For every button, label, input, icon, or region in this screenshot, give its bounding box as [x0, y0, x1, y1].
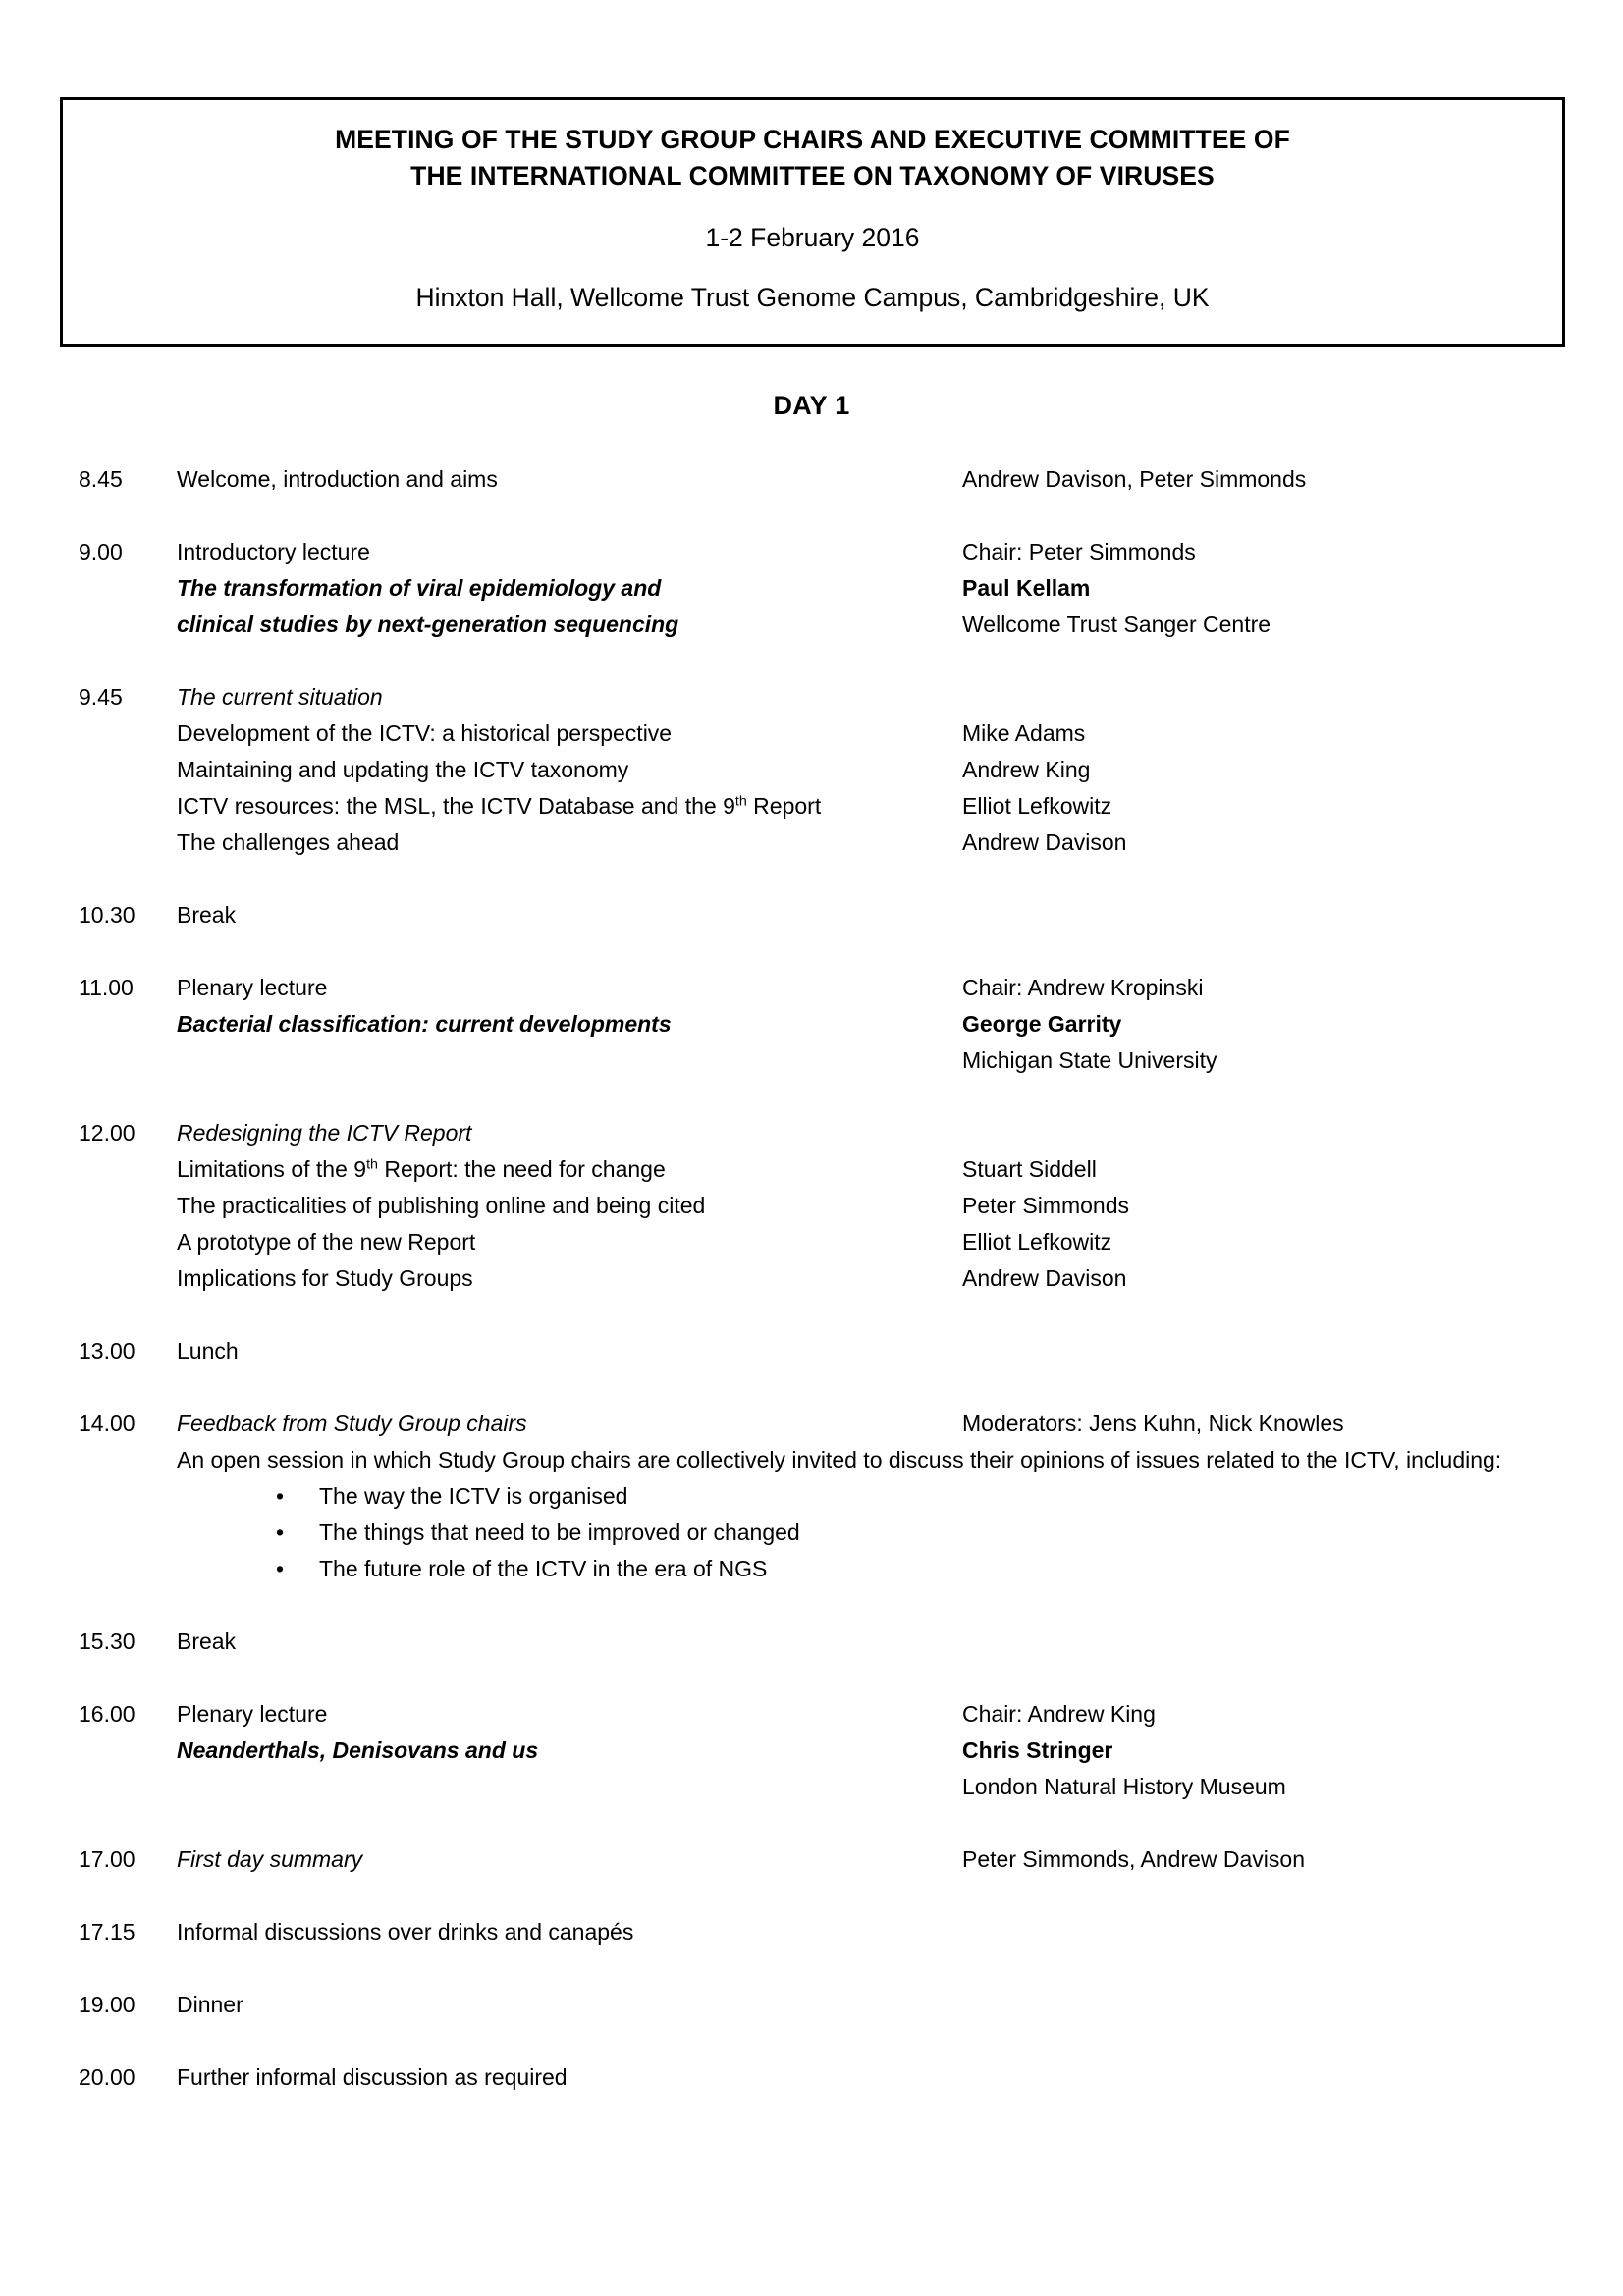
agenda-item-title: Plenary lecture [177, 975, 328, 1000]
agenda-time: 15.30 [79, 1629, 135, 1654]
bullet-text: The things that need to be improved or changed [319, 1520, 800, 1545]
bullet-dot-icon: • [276, 1556, 285, 1581]
agenda-item-speaker: Mike Adams [962, 721, 1086, 746]
agenda-item-speaker: Moderators: Jens Kuhn, Nick Knowles [962, 1411, 1344, 1436]
agenda-item-title: Development of the ICTV: a historical perspective [177, 721, 673, 746]
agenda-item-speaker: Elliot Lefkowitz [962, 793, 1112, 819]
agenda-row [0, 2059, 1623, 2096]
agenda-time: 9.45 [79, 684, 123, 710]
agenda-item-title: Neanderthals, Denisovans and us [177, 1737, 539, 1763]
agenda-item-speaker: Andrew Davison, Peter Simmonds [962, 466, 1307, 492]
agenda-row [0, 825, 1623, 861]
agenda-item-title: Break [177, 1629, 237, 1654]
bullet-dot-icon: • [276, 1483, 285, 1509]
agenda-bullet-list [0, 1478, 1623, 1587]
agenda-item-speaker: Paul Kellam [962, 575, 1091, 601]
agenda-item-speaker: Andrew Davison [962, 829, 1127, 855]
agenda-block [0, 2059, 1623, 2096]
agenda-row [0, 461, 1623, 498]
meeting-venue: Hinxton Hall, Wellcome Trust Genome Campus, Cambridgeshire, UK [415, 283, 1210, 312]
agenda-time: 12.00 [79, 1120, 135, 1146]
agenda-block [0, 1333, 1623, 1369]
agenda-item-speaker: Peter Simmonds [962, 1193, 1130, 1218]
agenda-time: 19.00 [79, 1992, 135, 2017]
agenda-item-title: Redesigning the ICTV Report [177, 1120, 472, 1146]
agenda-block [0, 1406, 1623, 1587]
agenda-row [0, 607, 1623, 643]
day-heading: DAY 1 [773, 391, 850, 420]
agenda-block [0, 897, 1623, 934]
bullet-text: The way the ICTV is organised [319, 1483, 628, 1509]
agenda-item-title: Welcome, introduction and aims [177, 466, 498, 492]
agenda-row [0, 1842, 1623, 1878]
agenda-item-title: clinical studies by next-generation sequencing [177, 612, 679, 637]
agenda-row [0, 1333, 1623, 1369]
agenda-item-speaker: London Natural History Museum [962, 1774, 1286, 1799]
agenda-time: 17.15 [79, 1919, 135, 1945]
agenda-item-speaker: Chair: Andrew King [962, 1701, 1156, 1727]
agenda-row [0, 1696, 1623, 1733]
agenda-item-title: Introductory lecture [177, 539, 370, 564]
agenda-block [0, 1987, 1623, 2023]
agenda-block [0, 970, 1623, 1079]
agenda-row [0, 1188, 1623, 1224]
agenda-item-title: ICTV resources: the MSL, the ICTV Database and the 9th Report [177, 793, 822, 819]
agenda-block [0, 461, 1623, 498]
agenda-row [0, 1406, 1623, 1442]
agenda-row [0, 1006, 1623, 1042]
agenda-row [0, 534, 1623, 570]
agenda-block [0, 1624, 1623, 1660]
agenda-row [0, 1733, 1623, 1769]
agenda-schedule [0, 461, 1623, 2096]
agenda-row [0, 788, 1623, 825]
agenda-block [0, 534, 1623, 643]
agenda-time: 10.30 [79, 902, 135, 928]
agenda-row [0, 1624, 1623, 1660]
bullet-text: The future role of the ICTV in the era of NGS [319, 1556, 768, 1581]
meeting-title-line-2: THE INTERNATIONAL COMMITTEE ON TAXONOMY OF VIRUSES [410, 161, 1215, 190]
agenda-time: 20.00 [79, 2064, 135, 2090]
bullet-dot-icon: • [276, 1520, 285, 1545]
agenda-item-speaker: Elliot Lefkowitz [962, 1229, 1112, 1255]
agenda-item-speaker: Stuart Siddell [962, 1156, 1097, 1182]
agenda-item-title: The practicalities of publishing online and being cited [177, 1193, 706, 1218]
agenda-time: 11.00 [79, 975, 134, 1000]
agenda-item-title: Plenary lecture [177, 1701, 328, 1727]
agenda-item-title: Lunch [177, 1338, 239, 1363]
agenda-bullet-item [0, 1478, 1623, 1515]
agenda-time: 17.00 [79, 1846, 135, 1872]
agenda-row [0, 897, 1623, 934]
agenda-row [0, 570, 1623, 607]
agenda-row [0, 752, 1623, 788]
agenda-time: 8.45 [79, 466, 123, 492]
agenda-item-title: Implications for Study Groups [177, 1265, 473, 1291]
ordinal-suffix: th [366, 1156, 378, 1173]
agenda-item-title: The current situation [177, 684, 383, 710]
agenda-item-title: First day summary [177, 1846, 363, 1872]
agenda-row [0, 1115, 1623, 1151]
agenda-item-title: Break [177, 902, 237, 928]
agenda-row [0, 1151, 1623, 1188]
meeting-date: 1-2 February 2016 [705, 223, 920, 252]
agenda-bullet-item [0, 1551, 1623, 1587]
agenda-item-speaker: Michigan State University [962, 1047, 1217, 1073]
meeting-title-line-1: MEETING OF THE STUDY GROUP CHAIRS AND EXECUTIVE COMMITTEE OF [335, 125, 1290, 154]
agenda-item-title: Limitations of the 9th Report: the need for change [177, 1156, 666, 1182]
agenda-item-title: Informal discussions over drinks and canapés [177, 1919, 634, 1945]
agenda-item-speaker: Chris Stringer [962, 1737, 1113, 1763]
agenda-time: 16.00 [79, 1701, 135, 1727]
agenda-item-speaker: Chair: Peter Simmonds [962, 539, 1196, 564]
agenda-item-title: Bacterial classification: current developments [177, 1011, 672, 1037]
agenda-row [0, 1914, 1623, 1950]
agenda-item-speaker: Chair: Andrew Kropinski [962, 975, 1204, 1000]
agenda-item-title: The challenges ahead [177, 829, 400, 855]
agenda-time: 13.00 [79, 1338, 135, 1363]
agenda-bullet-item [0, 1515, 1623, 1551]
agenda-row [0, 1260, 1623, 1297]
agenda-block [0, 679, 1623, 861]
agenda-row [0, 679, 1623, 716]
agenda-item-speaker: George Garrity [962, 1011, 1122, 1037]
agenda-item-speaker: Peter Simmonds, Andrew Davison [962, 1846, 1305, 1872]
ordinal-suffix: th [734, 793, 747, 810]
meeting-header-box [60, 97, 1565, 347]
agenda-block [0, 1842, 1623, 1878]
agenda-item-title: A prototype of the new Report [177, 1229, 476, 1255]
agenda-paragraph: An open session in which Study Group chairs are collectively invited to discuss their opinions of issues related to the ICTV, including: [177, 1447, 1502, 1472]
agenda-item-title: The transformation of viral epidemiology and [177, 575, 662, 601]
agenda-item-title: Further informal discussion as required [177, 2064, 568, 2090]
agenda-block [0, 1696, 1623, 1805]
agenda-row [0, 716, 1623, 752]
agenda-row [0, 1987, 1623, 2023]
agenda-item-title: Feedback from Study Group chairs [177, 1411, 527, 1436]
agenda-block [0, 1115, 1623, 1297]
agenda-row [0, 1042, 1623, 1079]
agenda-item-title: Maintaining and updating the ICTV taxonomy [177, 757, 629, 782]
agenda-item-title: Dinner [177, 1992, 243, 2017]
agenda-row [0, 1224, 1623, 1260]
agenda-time: 9.00 [79, 539, 123, 564]
agenda-row [0, 970, 1623, 1006]
agenda-row [0, 1769, 1623, 1805]
agenda-item-speaker: Andrew King [962, 757, 1091, 782]
agenda-block [0, 1914, 1623, 1950]
agenda-item-speaker: Wellcome Trust Sanger Centre [962, 612, 1271, 637]
agenda-item-speaker: Andrew Davison [962, 1265, 1127, 1291]
agenda-time: 14.00 [79, 1411, 135, 1436]
